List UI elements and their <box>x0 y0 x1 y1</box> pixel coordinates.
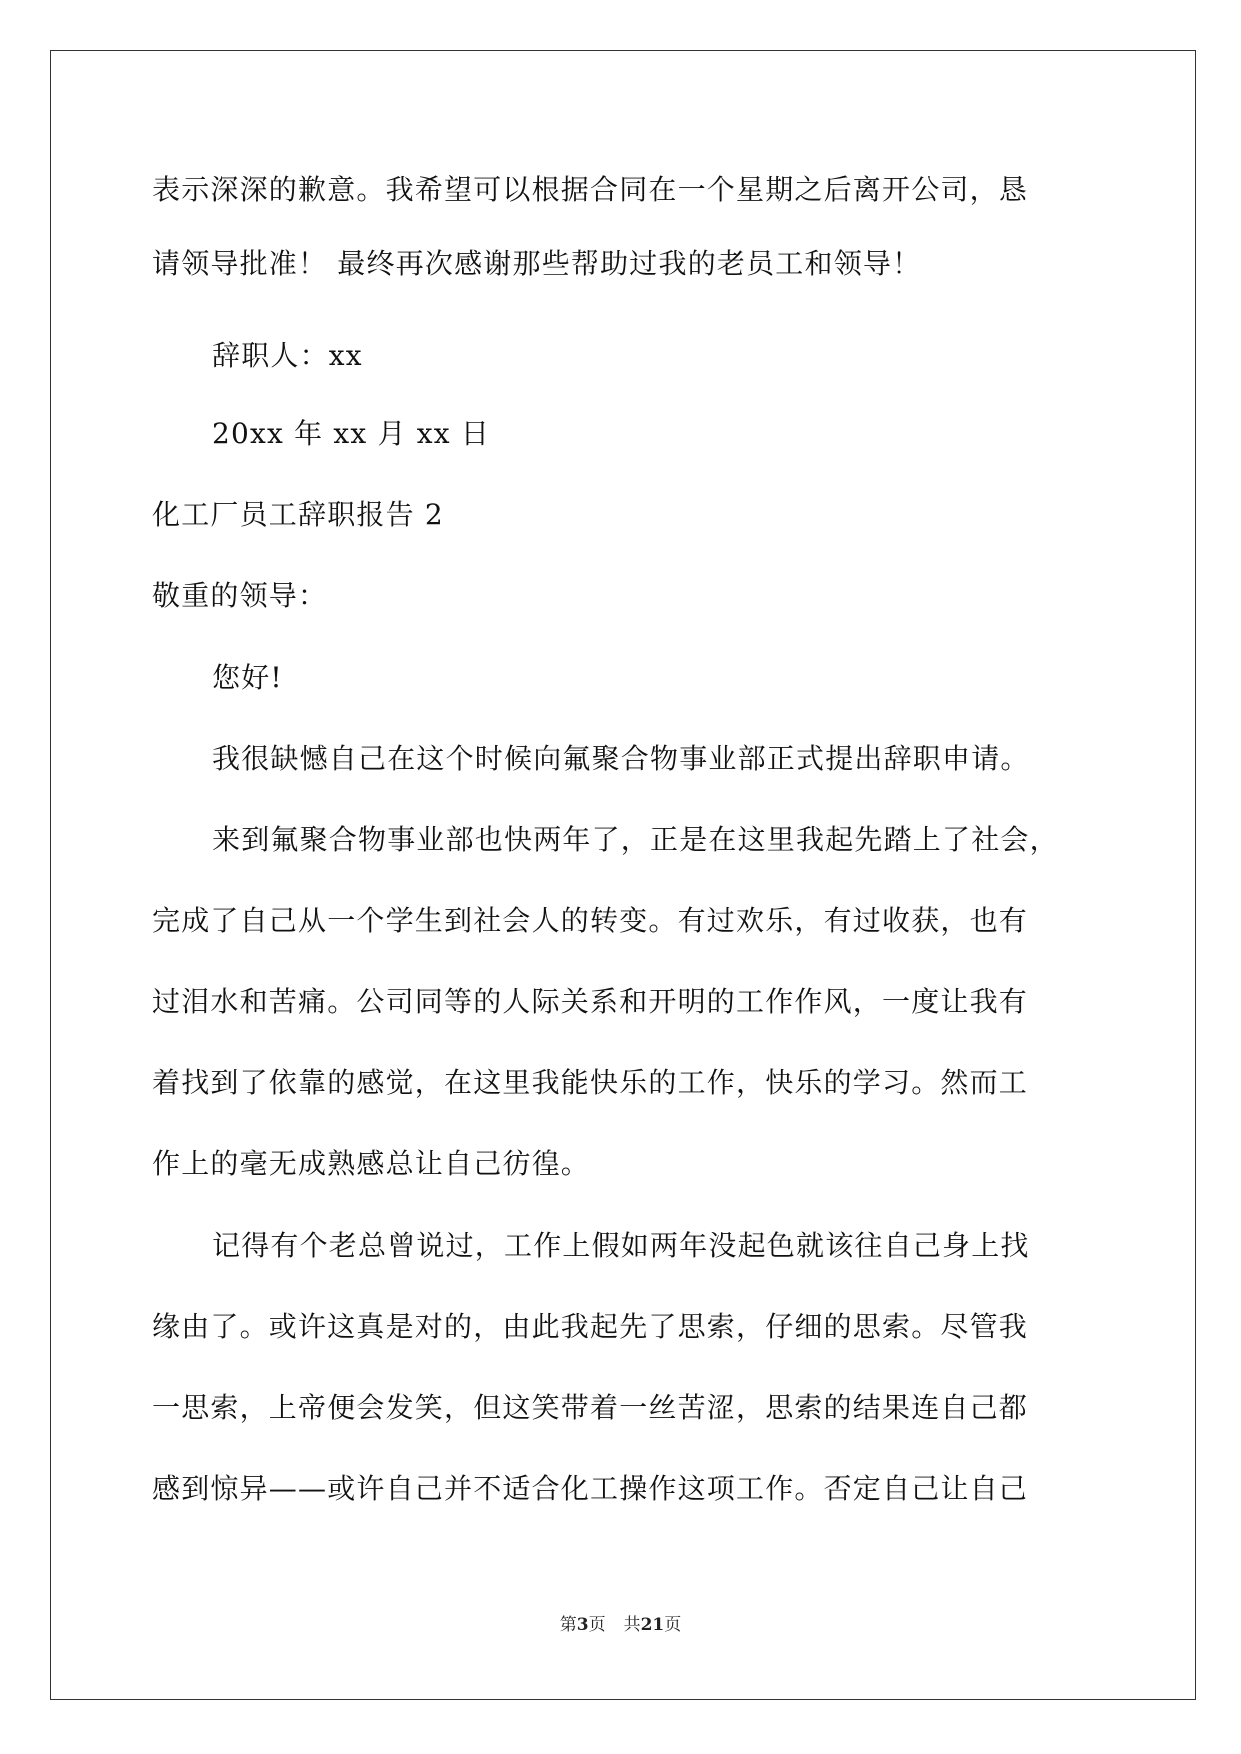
total-suffix: 页 <box>664 1615 682 1635</box>
paragraph-line: 着找到了依靠的感觉，在这里我能快乐的工作，快乐的学习。然而工 <box>152 1066 1029 1099</box>
paragraph-line: 记得有个老总曾说过，工作上假如两年没起色就该往自己身上找 <box>212 1229 1030 1262</box>
paragraph-line: 缘由了。或许这真是对的，由此我起先了思索，仔细的思索。尽管我 <box>152 1310 1029 1343</box>
signature-line: 辞职人：xx <box>212 339 363 372</box>
total-prefix: 共 <box>623 1615 641 1635</box>
paragraph-line: 完成了自己从一个学生到社会人的转变。有过欢乐，有过收获，也有 <box>152 904 1029 937</box>
salutation: 敬重的领导： <box>152 579 328 612</box>
paragraph-line: 来到氟聚合物事业部也快两年了，正是在这里我起先踏上了社会， <box>212 823 1059 856</box>
page-footer <box>0 1614 1241 1636</box>
paragraph-line: 一思索，上帝便会发笑，但这笑带着一丝苦涩，思索的结果连自己都 <box>152 1391 1029 1424</box>
paragraph-line: 作上的毫无成熟感总让自己彷徨。 <box>152 1147 591 1180</box>
paragraph-line: 过泪水和苦痛。公司同等的人际关系和开明的工作作风，一度让我有 <box>152 985 1029 1018</box>
paragraph-line: 感到惊异——或许自己并不适合化工操作这项工作。否定自己让自己 <box>152 1472 1029 1505</box>
page-frame <box>50 50 1196 1700</box>
paragraph-line: 表示深深的歉意。我希望可以根据合同在一个星期之后离开公司，恳 <box>152 173 1029 206</box>
page-number: 3 <box>576 1615 589 1635</box>
section-title: 化工厂员工辞职报告 2 <box>152 498 444 531</box>
paragraph-line: 请领导批准！ 最终再次感谢那些帮助过我的老员工和领导！ <box>152 247 922 280</box>
total-pages: 21 <box>640 1615 665 1635</box>
date-line: 20xx 年 xx 月 xx 日 <box>212 417 491 450</box>
page-prefix: 第 <box>559 1615 577 1635</box>
greeting: 您好! <box>212 661 283 694</box>
paragraph-line: 我很缺憾自己在这个时候向氟聚合物事业部正式提出辞职申请。 <box>212 742 1030 775</box>
page-suffix: 页 <box>588 1615 606 1635</box>
